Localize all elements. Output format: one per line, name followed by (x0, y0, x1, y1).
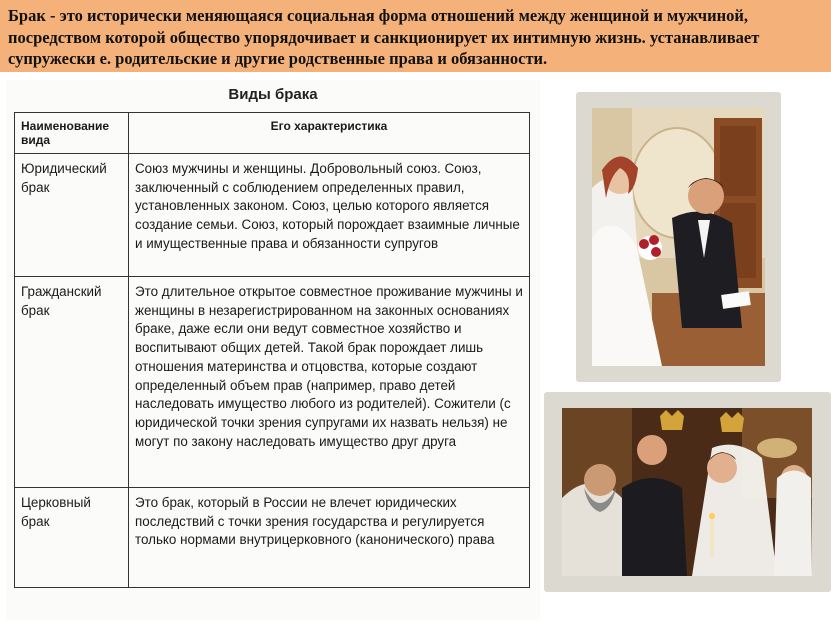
church-wedding-photo-frame (544, 392, 831, 592)
registration-photo (592, 108, 765, 366)
header-characteristic: Его характеристика (129, 113, 530, 154)
table-header-row (15, 113, 530, 154)
row-characteristic: Союз мужчины и женщины. Добровольный союз. Союз, заключенный с соблюдением определенных правил, установленных законом. Союз, целью которого является создание семьи. Союз, который порождает взаимные личные и имущественные права и обязанности супругов (129, 154, 530, 277)
row-name: Гражданский брак (15, 277, 129, 488)
definition-banner: Брак - это исторически меняющаяся социальная форма отношений между женщиной и мужчиной, посредством которой общество упорядочивает и санкционирует их интимную жизнь. устанавливает супружески е. родительские и другие родственные права и обязанности. (0, 0, 831, 72)
row-characteristic: Это длительное открытое совместное проживание мужчины и женщины в незарегистрированном на законных основаниях браке, даже если они ведут совместное хозяйство и воспитывают общих детей. Такой брак порождает лишь отношения материнства и отцовства, которые создают определенный объем прав (например, право детей наследовать имущество любого из родителей). Сожители (с юридической точки зрения супругами их назвать нельзя) не могут по закону наследовать имущество друг друга (129, 277, 530, 488)
marriage-types-scan (6, 80, 540, 620)
church-wedding-photo (562, 408, 812, 576)
registration-photo-frame (576, 92, 781, 382)
row-characteristic: Это брак, который в России не влечет юридических последствий с точки зрения государства и регулируется только нормами внутрицерковного (канонического) права (129, 488, 530, 588)
row-name: Церковный брак (15, 488, 129, 588)
table-row (15, 277, 530, 488)
table-row (15, 154, 530, 277)
table-title: Виды брака (228, 86, 318, 103)
row-name: Юридический брак (15, 154, 129, 277)
marriage-types-table (14, 112, 530, 588)
table-row (15, 488, 530, 588)
header-name: Наименование вида (15, 113, 129, 154)
